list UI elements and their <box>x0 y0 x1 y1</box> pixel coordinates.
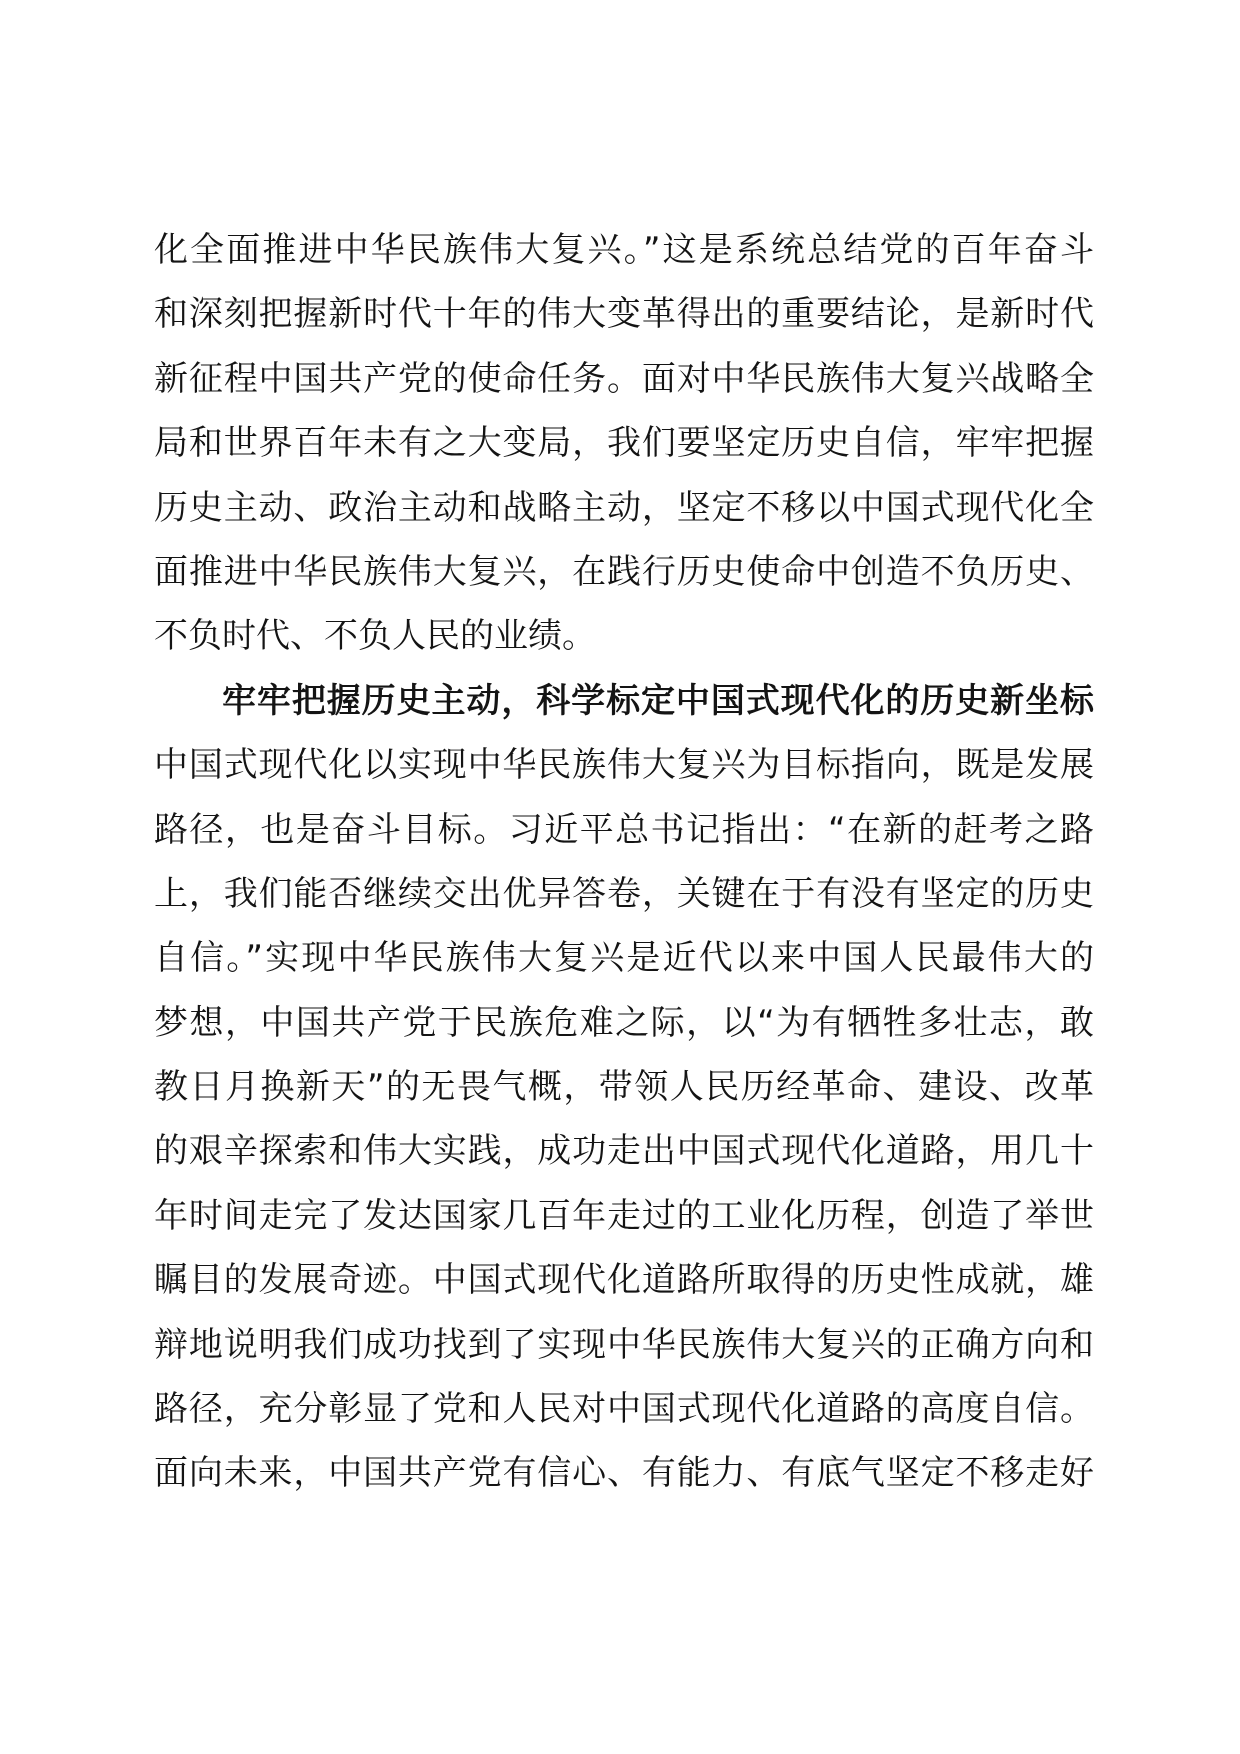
text-line: 路径，也是奋斗目标。习近平总书记指出：“在新的赶考之路 <box>154 809 1094 850</box>
text-line: 和深刻把握新时代十年的伟大变革得出的重要结论，是新时代 <box>154 294 1094 335</box>
text-line: 年时间走完了发达国家几百年走过的工业化历程，创造了举世 <box>154 1195 1094 1236</box>
text-line: 新征程中国共产党的使命任务。面对中华民族伟大复兴战略全 <box>154 358 1094 399</box>
text-line: 化全面推进中华民族伟大复兴。”这是系统总结党的百年奋斗 <box>154 230 1094 270</box>
text-line: 梦想，中国共产党于民族危难之际，以“为有牺牲多壮志，敢 <box>154 1002 1094 1043</box>
text-line: 上，我们能否继续交出优异答卷，关键在于有没有坚定的历史 <box>154 873 1094 914</box>
paragraph-continuation <box>154 218 1094 669</box>
text-line: 不负时代、不负人民的业绩。 <box>154 616 596 657</box>
text-line: 路径，充分彰显了党和人民对中国式现代化道路的高度自信。 <box>154 1389 1094 1430</box>
text-line: 面推进中华民族伟大复兴，在践行历史使命中创造不负历史、 <box>154 551 1094 592</box>
text-line: 面向未来，中国共产党有信心、有能力、有底气坚定不移走好 <box>154 1453 1094 1494</box>
text-line: 教日月换新天”的无畏气概，带领人民历经革命、建设、改革 <box>154 1067 1094 1108</box>
text-line: 局和世界百年未有之大变局，我们要坚定历史自信，牢牢把握 <box>154 423 1094 464</box>
document-body <box>154 218 1094 1506</box>
section-heading: 牢牢把握历史主动，科学标定中国式现代化的历史新坐标 <box>222 680 1094 721</box>
text-line: 辩地说明我们成功找到了实现中华民族伟大复兴的正确方向和 <box>154 1324 1094 1365</box>
text-line: 的艰辛探索和伟大实践，成功走出中国式现代化道路，用几十 <box>154 1131 1094 1172</box>
text-line: 中国式现代化以实现中华民族伟大复兴为目标指向，既是发展 <box>154 745 1094 786</box>
text-line: 自信。”实现中华民族伟大复兴是近代以来中国人民最伟大的 <box>154 938 1094 979</box>
text-line: 历史主动、政治主动和战略主动，坚定不移以中国式现代化全 <box>154 487 1094 528</box>
paragraph-body <box>154 733 1094 1506</box>
text-line: 瞩目的发展奇迹。中国式现代化道路所取得的历史性成就，雄 <box>154 1260 1094 1301</box>
